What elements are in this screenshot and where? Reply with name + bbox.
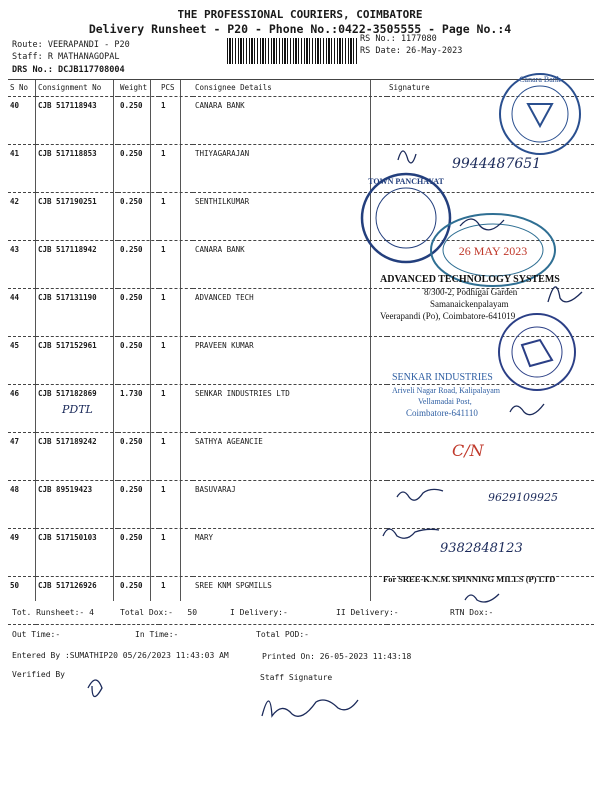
verified-by: Verified By [12, 670, 65, 679]
cell-consignee: SENTHILKUMAR [193, 193, 387, 241]
cell-sno: 49 [8, 529, 36, 577]
col-sno: S No [8, 80, 36, 97]
cell-sno: 48 [8, 481, 36, 529]
cell-weight: 0.250 [118, 481, 159, 529]
cell-pcs: 1 [159, 433, 193, 481]
staff-signature-mark [262, 700, 358, 716]
canara-bank-stamp [500, 74, 580, 154]
cell-weight: 0.250 [118, 145, 159, 193]
cell-weight: 0.250 [118, 97, 159, 145]
senkar-stamp [392, 372, 501, 418]
senkar-addr1: Ariveli Nagar Road, Kalipalayam [392, 386, 500, 395]
adv-tech-addr2: Samanaickenpalayam [430, 299, 509, 309]
cell-consignee: ADVANCED TECH [193, 289, 387, 337]
cell-pcs: 1 [159, 145, 193, 193]
staff-signature-label: Staff Signature [260, 673, 333, 682]
cell-consignment: CJB 517152961 [36, 337, 118, 385]
cell-consignment: CJB 517182869 [36, 385, 118, 433]
company-title: THE PROFESSIONAL COURIERS, COIMBATORE [177, 8, 423, 21]
rs-number: RS No.: 1177080 [360, 34, 437, 44]
senkar-name: SENKAR INDUSTRIES [392, 372, 493, 383]
adv-tech-addr1: 8/300-2, Podhigai Garden [424, 287, 518, 297]
cell-weight: 0.250 [118, 241, 159, 289]
knm-stamp: For SREE-K.N.M. SPINNING MILLS (P) LTD [383, 574, 556, 584]
col-weight: Weight [118, 80, 159, 97]
total-pod: Total POD:- [256, 630, 309, 639]
cell-sno: 43 [8, 241, 36, 289]
signature-48 [397, 489, 443, 500]
cell-pcs: 1 [159, 337, 193, 385]
cell-sno: 50 [8, 577, 36, 625]
cell-consignee: MARY [193, 529, 387, 577]
cell-weight: 0.250 [118, 289, 159, 337]
cell-pcs: 1 [159, 577, 193, 625]
runsheet-title: Delivery Runsheet - P20 - Phone No.:0422-3505555 - Page No.:4 [88, 22, 512, 36]
cell-weight: 0.250 [118, 577, 159, 625]
cell-consignee: CANARA BANK [193, 97, 387, 145]
cell-sno: 45 [8, 337, 36, 385]
cell-weight: 0.250 [118, 193, 159, 241]
drs-number: DRS No.: DCJB117708004 [12, 65, 125, 75]
cell-pcs: 1 [159, 241, 193, 289]
note-46: PDTL [62, 403, 93, 416]
col-consignee: Consignee Details [193, 80, 387, 97]
canara-stamp-text: Canara Bank [519, 75, 561, 84]
cell-sno: 41 [8, 145, 36, 193]
verifier-signature [88, 680, 102, 697]
out-time: Out Time:- [12, 630, 61, 639]
cell-consignment: CJB 517150103 [36, 529, 118, 577]
cell-pcs: 1 [159, 529, 193, 577]
cell-weight: 0.250 [118, 529, 159, 577]
cell-pcs: 1 [159, 481, 193, 529]
entered-by: Entered By :SUMATHIP20 05/26/2023 11:43:03 AM [12, 651, 229, 660]
cell-consignee: SATHYA AGEANCIE [193, 433, 387, 481]
rtn-dox: RTN Dox:- [450, 608, 494, 617]
ii-delivery: II Delivery:- [336, 608, 399, 617]
cell-consignment: CJB 517126926 [36, 577, 118, 625]
cell-consignee: SREE KNM SPGMILLS [193, 577, 387, 625]
senkar-addr3: Coimbatore-641110 [406, 408, 478, 418]
cell-sno: 44 [8, 289, 36, 337]
cell-sno: 42 [8, 193, 36, 241]
cell-sno: 40 [8, 97, 36, 145]
senkar-addr2: Vellamadai Post, [418, 397, 472, 406]
cell-pcs: 1 [159, 289, 193, 337]
signature-46 [510, 404, 544, 415]
cell-pcs: 1 [159, 193, 193, 241]
town-panchayat-stamp [362, 174, 450, 262]
tot-runsheet: Tot. Runsheet:- 4 [12, 608, 94, 617]
phone-49: 9382848123 [440, 541, 523, 556]
signature-41 [398, 151, 416, 163]
cell-pcs: 1 [159, 97, 193, 145]
col-consignment: Consignment No [36, 80, 118, 97]
pumps-round-stamp [499, 314, 575, 390]
cell-consignment: CJB 517118853 [36, 145, 118, 193]
cell-consignment: CJB 517190251 [36, 193, 118, 241]
cell-consignment: CJB 517189242 [36, 433, 118, 481]
cell-consignee: BASUVARAJ [193, 481, 387, 529]
route-label: Route: VEERAPANDI - P20 [12, 40, 130, 50]
cell-consignee: CANARA BANK [193, 241, 387, 289]
cell-consignment: CJB 517118943 [36, 97, 118, 145]
cell-consignee: SENKAR INDUSTRIES LTD [193, 385, 387, 433]
cell-pcs: 1 [159, 385, 193, 433]
cell-weight: 1.730 [118, 385, 159, 433]
cn-47: C/N [452, 441, 484, 460]
staff-label: Staff: R MATHANAGOPAL [12, 52, 120, 62]
cell-consignment: CJB 517118942 [36, 241, 118, 289]
phone-41: 9944487651 [452, 156, 542, 172]
cell-sno: 46 [8, 385, 36, 433]
in-time: In Time:- [135, 630, 179, 639]
stamp-date: 26 MAY 2023 [458, 244, 528, 258]
cell-sno: 47 [8, 433, 36, 481]
cell-weight: 0.250 [118, 433, 159, 481]
adv-tech-addr3: Veerapandi (Po), Coimbatore-641019 [380, 311, 516, 321]
cell-consignment: CJB 89519423 [36, 481, 118, 529]
cell-consignment: CJB 517131190 [36, 289, 118, 337]
signature-49 [383, 529, 439, 538]
panchayat-stamp-text: TOWN PANCHAYAT [368, 177, 444, 186]
col-pcs: PCS [159, 80, 193, 97]
col-signature: Signature [387, 80, 594, 97]
printed-on: Printed On: 26-05-2023 11:43:18 [262, 652, 412, 661]
adv-tech-name: ADVANCED TECHNOLOGY SYSTEMS [380, 274, 560, 285]
total-dox: Total Dox:- 50 [120, 608, 198, 617]
signature-50 [465, 594, 499, 602]
cell-consignee: PRAVEEN KUMAR [193, 337, 387, 385]
cell-weight: 0.250 [118, 337, 159, 385]
cell-consignee: THIYAGARAJAN [193, 145, 387, 193]
rs-date: RS Date: 26-May-2023 [360, 46, 463, 56]
phone-48: 9629109925 [488, 491, 558, 504]
signature-44 [548, 287, 582, 302]
i-delivery: I Delivery:- [230, 608, 288, 617]
